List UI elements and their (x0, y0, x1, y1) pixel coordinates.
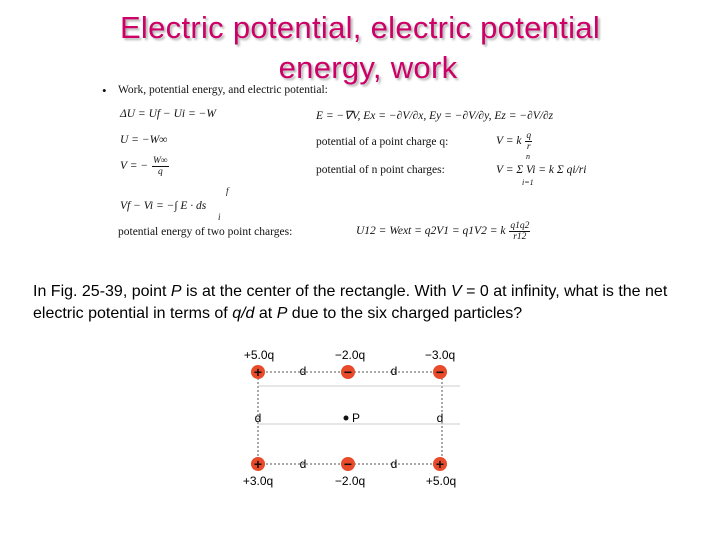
title-line-1: Electric potential, electric potential (119, 10, 601, 45)
two-charges-lhs: U12 = Wext = q2V1 = q1V2 = k (356, 225, 506, 238)
top-charge-label-3: −3.0q (424, 348, 456, 362)
top-charge-label-1: +5.0q (243, 348, 275, 362)
question-point-p-2: P (276, 305, 288, 322)
bottom-charge-label-3: +5.0q (425, 474, 457, 488)
d-label-bottom-right: d (390, 457, 398, 471)
notes-heading: Work, potential energy, and electric potential: (118, 84, 328, 96)
point-charge-num: q (526, 131, 532, 141)
eq-delta-u: ΔU = Uf − Ui = −W (120, 108, 216, 120)
eq-v-den: q (157, 167, 163, 177)
question-part-a: In Fig. 25-39, point (33, 283, 171, 300)
eq-u-winf: U = −W∞ (120, 134, 168, 146)
bottom-sign-2: − (343, 456, 353, 472)
n-charges-label: potential of n point charges: (316, 164, 445, 176)
d-label-top-right: d (390, 364, 398, 378)
point-charge-label: potential of a point charge q: (316, 136, 449, 148)
question-point-p: P (170, 283, 182, 300)
n-charges-eq: V = Σ Vi = k Σ qi/ri (496, 164, 587, 176)
question-part-d: at (254, 305, 277, 322)
question-part-e: due to the six charged particles? (287, 305, 523, 322)
d-label-right: d (436, 411, 444, 425)
d-label-bottom-left: d (299, 457, 307, 471)
title-line-2: energy, work (278, 50, 458, 85)
question-part-c: = 0 at infinity, what is the net electric potential in terms of (33, 283, 668, 322)
question-qd: q/d (232, 305, 255, 322)
eq-field: E = −∇V, Ex = −∂V/∂x, Ey = −∂V/∂y, Ez = −∂V/∂z (316, 110, 554, 122)
two-charges-den: r12 (513, 232, 527, 242)
two-charges-num: q1q2 (510, 221, 530, 231)
eq-v-num: W∞ (152, 156, 168, 166)
eq-int-upper: f (226, 186, 229, 196)
bottom-charge-label-1: +3.0q (242, 474, 274, 488)
top-charge-label-2: −2.0q (334, 348, 366, 362)
point-charge-den: r (526, 142, 531, 152)
top-sign-3: − (435, 364, 445, 380)
top-sign-1: + (253, 364, 263, 380)
bottom-sign-3: + (435, 456, 445, 472)
bottom-sign-1: + (253, 456, 263, 472)
top-sign-2: − (343, 364, 353, 380)
bullet-icon: • (102, 83, 107, 98)
bottom-charge-label-2: −2.0q (334, 474, 366, 488)
n-sum-lower: i=1 (522, 178, 534, 187)
n-sum-upper: n (526, 152, 530, 161)
point-p-dot (344, 416, 349, 421)
point-p-label: P (352, 411, 361, 425)
two-charges-label: potential energy of two point charges: (118, 226, 293, 238)
d-label-top-left: d (299, 364, 307, 378)
d-label-left: d (254, 411, 262, 425)
eq-vf-vi: Vf − Vi = −∫ E · ds (120, 200, 207, 212)
question-part-b: is at the center of the rectangle. With (181, 283, 451, 300)
question-v: V (451, 283, 462, 300)
eq-v-lhs: V = − (120, 160, 149, 173)
point-charge-lhs: V = k (496, 135, 522, 148)
eq-int-lower: i (218, 212, 221, 222)
